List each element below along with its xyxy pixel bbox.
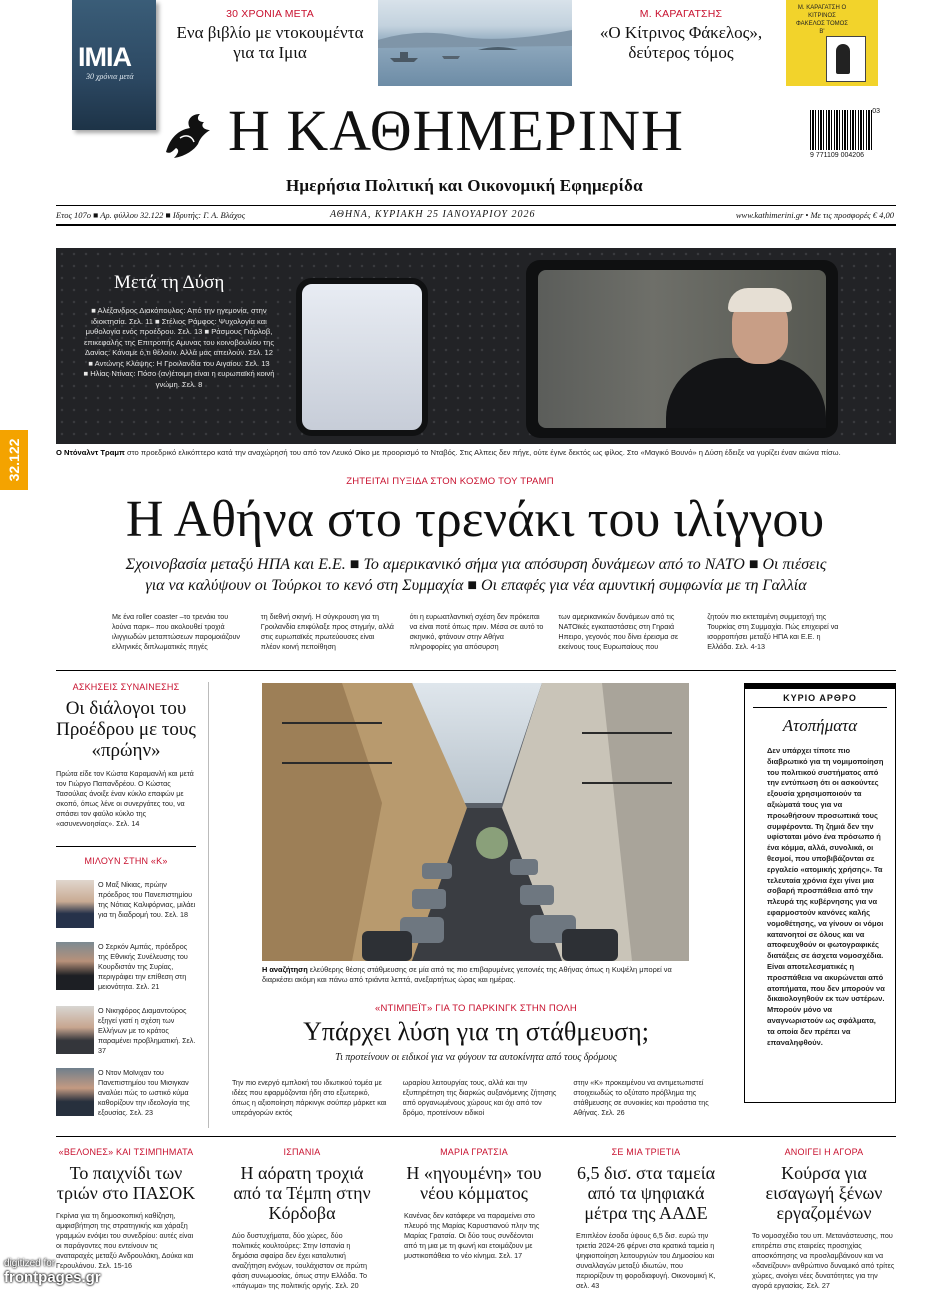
- bottom-story-3[interactable]: [404, 1147, 544, 1260]
- promo-bookcover-image[interactable]: [786, 0, 878, 86]
- bottom-story-4[interactable]: [576, 1147, 716, 1290]
- promo-book-image[interactable]: [72, 0, 156, 130]
- lead-deck-line2: για να καλύψουν οι Τούρκοι το κενό στη Συμμαχία ■ Οι επαφές για νέα αμυντική συμφωνία με τη Γαλλία: [145, 577, 807, 594]
- hero-box-title: Μετά τη Δύση: [114, 272, 225, 293]
- watermark-line1: digitized for: [4, 1258, 56, 1269]
- hero-box-item-3: ■ Ηλίας Ντίνας: Πόσο (αν)έτοιμη είναι η ευρωπαϊκή κοινή γνώμη. Σελ. 8: [83, 369, 275, 389]
- masthead-title[interactable]: Η ΚΑΘΗΜΕΡΙΝΗ: [228, 98, 684, 163]
- sea-islands-illustration: [378, 0, 572, 86]
- bottom-2-body: Δύο δυστυχήματα, δύο χώρες, δύο πολιτικές κουλτούρες: Στην Ισπανία η δημόσια σφαίρα δεν έχει καταλυτική αναζήτηση ενόχων, τουλάχιστον σε πρώτη φάση συνωμοσίας, όπως στην Ελλάδα. Το «πάγωμα» της πολιτικής οργής. Σελ. 20: [232, 1231, 368, 1290]
- interviews-kicker: ΜΙΛΟΥΝ ΣΤΗΝ «Κ»: [84, 856, 168, 866]
- lead-body: [112, 612, 842, 652]
- interview-2[interactable]: [56, 942, 196, 998]
- bottom-3-body: Κανένας δεν κατάφερε να παραμείνει στο πλευρό της Μαρίας Καρυστιανού πλην της Μαρίας Γρατσία. Οι δύο τους συνδέονται από τη μια με τη φωνή και ετοιμάζουν με μυστικοπάθεια το νέο κίνημα. Σελ. 17: [404, 1211, 540, 1260]
- bottom-story-5[interactable]: [752, 1147, 896, 1290]
- griffin-logo-icon: [160, 108, 216, 164]
- parking-kicker: «ΝΤΙΜΠΕΪΤ» ΓΙΑ ΤΟ ΠΑΡΚΙΝΓΚ ΣΤΗΝ ΠΟΛΗ: [375, 1003, 577, 1014]
- infobar-right[interactable]: www.kathimerini.gr • Με τις προσφορές € 4,00: [735, 210, 894, 220]
- interview-3-text: Ο Νικηφόρος Διαμαντούρος εξηγεί γιατί η σχέση των Ελλήνων με το κράτος παραμένει προβληματική. Σελ. 37: [98, 1006, 196, 1055]
- infobar-left: Ετος 107ο ■ Αρ. φύλλου 32.122 ■ Ιδρυτής: Γ. Α. Βλάχος: [56, 210, 246, 220]
- promo-book-title: ΙΜΙΑ: [78, 42, 131, 72]
- street-photo[interactable]: [262, 683, 689, 961]
- parking-headline[interactable]: Υπάρχει λύση για τη στάθμευση;: [303, 1017, 649, 1046]
- promo-bookcover-text: Μ. ΚΑΡΑΓΑΤΣΗ Ο ΚΙΤΡΙΝΟΣ ΦΑΚΕΛΟΣ ΤΟΜΟΣ Β': [795, 5, 849, 35]
- promo-right-title: «Ο Κίτρινος Φάκελος», δεύτερος τόμος: [599, 23, 763, 62]
- hero-caption-text: στο προεδρικό ελικόπτερο κατά την αναχώρησή του από τον Λευκό Οίκο με προορισμό το Νταβός. Στις Αλπεις δεν πήγε, ούτε έγινε δεκτός ως φίλος. Στο «Μαγικό Βουνό» η Δύση έδειξε να γυρίζει έναν αιώνα πίσω.: [126, 448, 841, 457]
- editorial-body: Δεν υπάρχει τίποτε πιο διαβρωτικό για τη νομιμοποίηση του πολιτικού συστήματος από την εντύπωση ότι οι ασκούντες εξουσία χρησιμοποιούν τα αξιώματά τους για να προωθήσουν προσωπικά τους συμφέροντα. Τη ζημιά δεν την υφίσταται μόνο ένα πρόσωπο ή ένα κόμμα, αλλά, συνολικά, οι θεσμοί, που υποβιβάζονται σε εργαλείο «ατομικής χρήσης». Τα τελευταία χρόνια έχει γίνει μια σοβαρή προσπάθεια από την πλευρά της κυβέρνησης για να εφαρμοστούν κανόνες καλής νομοθέτησης, να γίνουν οι νόμοι κατανοητοί σε όλους και να αποφευχθούν οι φωτογραφικές διατάξεις σε άσχετα νομοσχέδια. Είναι αποτελεσματικές η προσπάθεια να ακυρώνεται από ατοπήματα, που δεν μπορούν να δικαιολογηθούν εκ των υστέρων. Μπορούν μόνο να αναγνωριστούν ως σφάλματα, τα οποία δεν πρέπει να επαναληφθούν.: [767, 746, 885, 1047]
- editorial-label: ΚΥΡΙΟ ΑΡΘΡΟ: [783, 693, 857, 703]
- parking-body: [232, 1078, 730, 1118]
- bottom-4-kicker: ΣΕ ΜΙΑ ΤΡΙΕΤΙΑ: [611, 1147, 681, 1157]
- portrait-diamantouros: [56, 1006, 94, 1054]
- lead-col-4: των αμερικανικών δυνάμεων από τις ΝΑΤΟϊκές εγκαταστάσεις στη Γηραιά Ηπειρο, γεγονός που δίνει έρεισμα σε εκείνους τους Ευρωπαίους που: [558, 612, 679, 651]
- left-story-body: Πρώτα είδε τον Κώστα Καραμανλή και μετά τον Γιώργο Παπανδρέου. Ο Κώστας Τασούλας άνοιξε έναν κύκλο επαφών με σκοπό, όπως λένε οι συνεργάτες του, να σπάσει τον φαύλο κύκλο της «ασυνεννοησίας». Σελ. 14: [56, 769, 194, 828]
- promo-left-kicker: 30 ΧΡΟΝΙΑ ΜΕΤΑ: [226, 8, 314, 20]
- parking-deck: Τι προτείνουν οι ειδικοί για να φύγουν τα αυτοκίνητα από τους δρόμους: [335, 1052, 617, 1063]
- issue-side-tab-number: 32.122: [6, 438, 22, 482]
- bottom-3-title: Η «ηγουμένη» του νέου κόμματος: [406, 1163, 542, 1203]
- hero-caption-name: Ο Ντόναλντ Τραμπ: [56, 448, 125, 457]
- bottom-5-title: Κούρσα για εισαγωγή ξένων εργαζομένων: [765, 1163, 883, 1223]
- masthead-subtitle: Ημερήσια Πολιτική και Οικονομική Εφημερίδα: [286, 176, 643, 195]
- promo-sea-photo[interactable]: [378, 0, 572, 86]
- street-illustration: [262, 683, 689, 961]
- interview-4-text: Ο Ντον Μοϊνιχαν του Πανεπιστημίου του Μισιγκαν αναλύει πώς το ωστικό κύμα καθορίζουν την ιδεολογία της εξουσίας. Σελ. 23: [98, 1068, 190, 1117]
- bottom-5-body: Το νομοσχέδιο του υπ. Μετανάστευσης, που επιτρέπει στις εταιρείες προσηχίας αποσκόπησης να προσλαμβάνουν και να «δανείζουν» ανθρώπινο δυναμικό από τρίτες χώρες, ανοίγει νέες δυνατότητες για την αγορά εργασίας. Σελ. 27: [752, 1231, 895, 1290]
- lead-headline[interactable]: Η Αθήνα στο τρενάκι του ιλίγγου: [125, 491, 825, 548]
- barcode-digits: 9 771109 004206: [810, 152, 864, 159]
- hero-box[interactable]: [74, 272, 284, 432]
- left-story-kicker: ΑΣΚΗΣΕΙΣ ΣΥΝΑΙΝΕΣΗΣ: [72, 682, 180, 692]
- barcode: [810, 108, 880, 160]
- street-caption-text: ελεύθερης θέσης στάθμευσης σε μία από τις πιο επιβαρυμένες γειτονιές της Αθήνας όπως η Κυψέλη μπορεί να διαρκέσει ακόμη και πάνω από τριάντα λεπτά, ανεξαρτήτως ώρας και ημέρας.: [262, 965, 672, 984]
- watermark: [4, 1258, 101, 1286]
- lead-col-1: Με ένα roller coaster –το τρενάκι του λούνα παρκ– που ακολουθεί τροχιά ιλιγγιωδών μεταπτώσεων παρομοιάζουν ελληνικές διπλωματικές πηγές: [112, 612, 240, 651]
- editorial-title: Ατοπήματα: [782, 716, 858, 735]
- parking-col-1: Την πιο ενεργό εμπλοκή του ιδιωτικού τομέα με ιδέες που εφαρμόζονται ήδη στο εξωτερικό, όπως η αξιοποίηση πάρκινγκ σούπερ μάρκετ και υπεράγορών εκτός: [232, 1078, 387, 1117]
- lead-col-2: τη διεθνή σκηνή. Η σύγκρουση για τη Γροιλανδία επιφύλαξε προς στιγμήν, αλλά στις ευρωπαϊκές πρωτεύουσες είναι πλέον κοινή πεποίθηση: [260, 612, 394, 651]
- bottom-2-title: Η αόρατη τροχιά από τα Τέμπη στην Κόρδοβα: [233, 1163, 371, 1223]
- infobar-date: ΑΘΗΝΑ, ΚΥΡΙΑΚΗ 25 ΙΑΝΟΥΑΡΙΟΥ 2026: [330, 209, 536, 220]
- bottom-1-kicker: «ΒΕΛΟΝΕΣ» ΚΑΙ ΤΣΙΜΠΗΜΑΤΑ: [58, 1147, 194, 1157]
- lead-col-5: ζητούν πιο εκτεταμένη συμμετοχή της Τουρκίας στη Συμμαχία. Πώς επιχειρεί να ισορροπήσει μεταξύ ΗΠΑ και Ε.Ε. η Ελλάδα. Σελ. 4-13: [707, 612, 839, 651]
- bottom-4-body: Επιπλέον έσοδα ύψους 6,5 δισ. ευρώ την τριετία 2024-26 φέρνει στα κρατικά ταμεία η ψηφιοποίηση λειτουργιών του Δημοσίου και συναλλαγών μεταξύ ιδιωτών, που περιορίζουν τη φοροδιαφυγή. Οικονομική Κ, σελ. 43: [576, 1231, 716, 1290]
- parking-col-2: ωραρίου λειτουργίας τους, αλλά και την εξυπηρέτηση της διαρκώς αυξανόμενης ζήτησης από οργανωμένους χώρους και όχι από τον δρόμο, προτείνουν ειδικοί: [402, 1078, 557, 1117]
- interview-3[interactable]: [56, 1006, 196, 1062]
- hero-box-item-2: ■ Αντώνης Κλάψης: Η Γροιλανδία του Αιγαίου. Σελ. 13: [88, 358, 270, 368]
- promo-right[interactable]: [588, 8, 774, 63]
- bottom-3-kicker: ΜΑΡΙΑ ΓΡΑΤΣΙΑ: [440, 1147, 508, 1157]
- promo-left[interactable]: [170, 8, 370, 63]
- promo-right-kicker: Μ. ΚΑΡΑΓΑΤΣΗΣ: [639, 8, 723, 20]
- watermark-line2: frontpages.gr: [4, 1269, 101, 1286]
- portrait-moynihan: [56, 1068, 94, 1116]
- interview-4[interactable]: [56, 1068, 196, 1124]
- bottom-4-title: 6,5 δισ. στα ταμεία από τα ψηφιακά μέτρα της ΑΑΔΕ: [576, 1163, 716, 1223]
- hero-box-item-1: ■ Αλέξανδρος Διακόπουλος: Από την ηγεμονία, στην ιδιοκτησία. Σελ. 11 ■ Στέλιος Ράμφος: Ψυχολογία και μυθολογία ενός προέδρου. Σελ. 13 ■ Ράσμους Γιάρλοβ, επικεφαλής της Επιτροπής Αμυνας του κοινοβουλίου της Δανίας: Κάναμε ό,τι θέλουν. Αλλά μας απειλούν. Σελ. 12: [84, 306, 274, 357]
- left-story-title: Οι διάλογοι του Προέδρου με τους «πρώην»: [56, 698, 196, 761]
- street-caption-name: Η αναζήτηση: [262, 965, 308, 974]
- portrait-nikias: [56, 880, 94, 928]
- bottom-5-kicker: ΑΝΟΙΓΕΙ Η ΑΓΟΡΑ: [784, 1147, 864, 1157]
- promo-left-title: Ενα βιβλίο με ντοκουμέντα για τα Ιμια: [176, 23, 364, 62]
- lead-kicker: ΖΗΤΕΙΤΑΙ ΠΥΞΙΔΑ ΣΤΟΝ ΚΟΣΜΟ ΤΟΥ ΤΡΑΜΠ: [346, 476, 554, 487]
- left-story[interactable]: [56, 682, 196, 829]
- bottom-story-1[interactable]: [56, 1147, 196, 1270]
- portrait-abbas: [56, 942, 94, 990]
- barcode-top: 03: [872, 108, 880, 115]
- street-photo-caption: [262, 965, 689, 985]
- promo-book-subtitle: 30 χρόνια μετά: [86, 72, 134, 81]
- lead-deck-line1: Σχοινοβασία μεταξύ ΗΠΑ και Ε.Ε. ■ Το αμερικανικό σήμα για απόσυρση δυνάμεων από το ΝΑΤΟ ■ Οι πιέσεις: [125, 556, 827, 573]
- bottom-1-body: Γκρίνια για τη δημοσκοπική καθίζηση, αμφισβήτηση της στρατηγικής και χάραξη γραμμών ενόψει του συνεδρίου: αυτές είναι οι παράγοντες που εντείνουν τις αναταραχές μεταξύ Ανδρουλάκη, Δούκα και Γερουλάνου. Σελ. 15-16: [56, 1211, 194, 1270]
- interview-2-text: Ο Σερκόν Αμπάς, πρόεδρος της Εθνικής Συνέλευσης του Κουρδιστάν της Συρίας, περιγράφει την επίθεση στη μειονότητα. Σελ. 21: [98, 942, 188, 991]
- bottom-1-title: Το παιχνίδι των τριών στο ΠΑΣΟΚ: [56, 1163, 196, 1203]
- lead-col-3: ότι η ευρωατλαντική σχέση δεν πρόκειται να είναι ποτέ όπως πριν. Μέσα σε αυτό το σκηνικό, φτάνουν στην Αθήνα πληροφορίες για απόσυρση: [409, 612, 544, 651]
- interview-1[interactable]: [56, 880, 196, 936]
- hero-photo[interactable]: [56, 248, 896, 444]
- interview-1-text: Ο Μαξ Νίκιας, πρώην πρόεδρος του Πανεπιστημίου της Νότιας Καλιφόρνιας, μιλάει για τη διαδρομή του. Σελ. 18: [98, 880, 196, 919]
- editorial-box[interactable]: [744, 683, 896, 1103]
- bottom-story-2[interactable]: [232, 1147, 372, 1290]
- hero-caption: [56, 448, 896, 458]
- parking-col-3: στην «Κ» προκειμένου να αντιμετωπιστεί στοιχειωδώς το οξύτατο πρόβλημα της στάθμευσης σε συνοικίες και προάστια της Αθήνας. Σελ. 26: [573, 1078, 709, 1117]
- bottom-2-kicker: ΙΣΠΑΝΙΑ: [283, 1147, 321, 1157]
